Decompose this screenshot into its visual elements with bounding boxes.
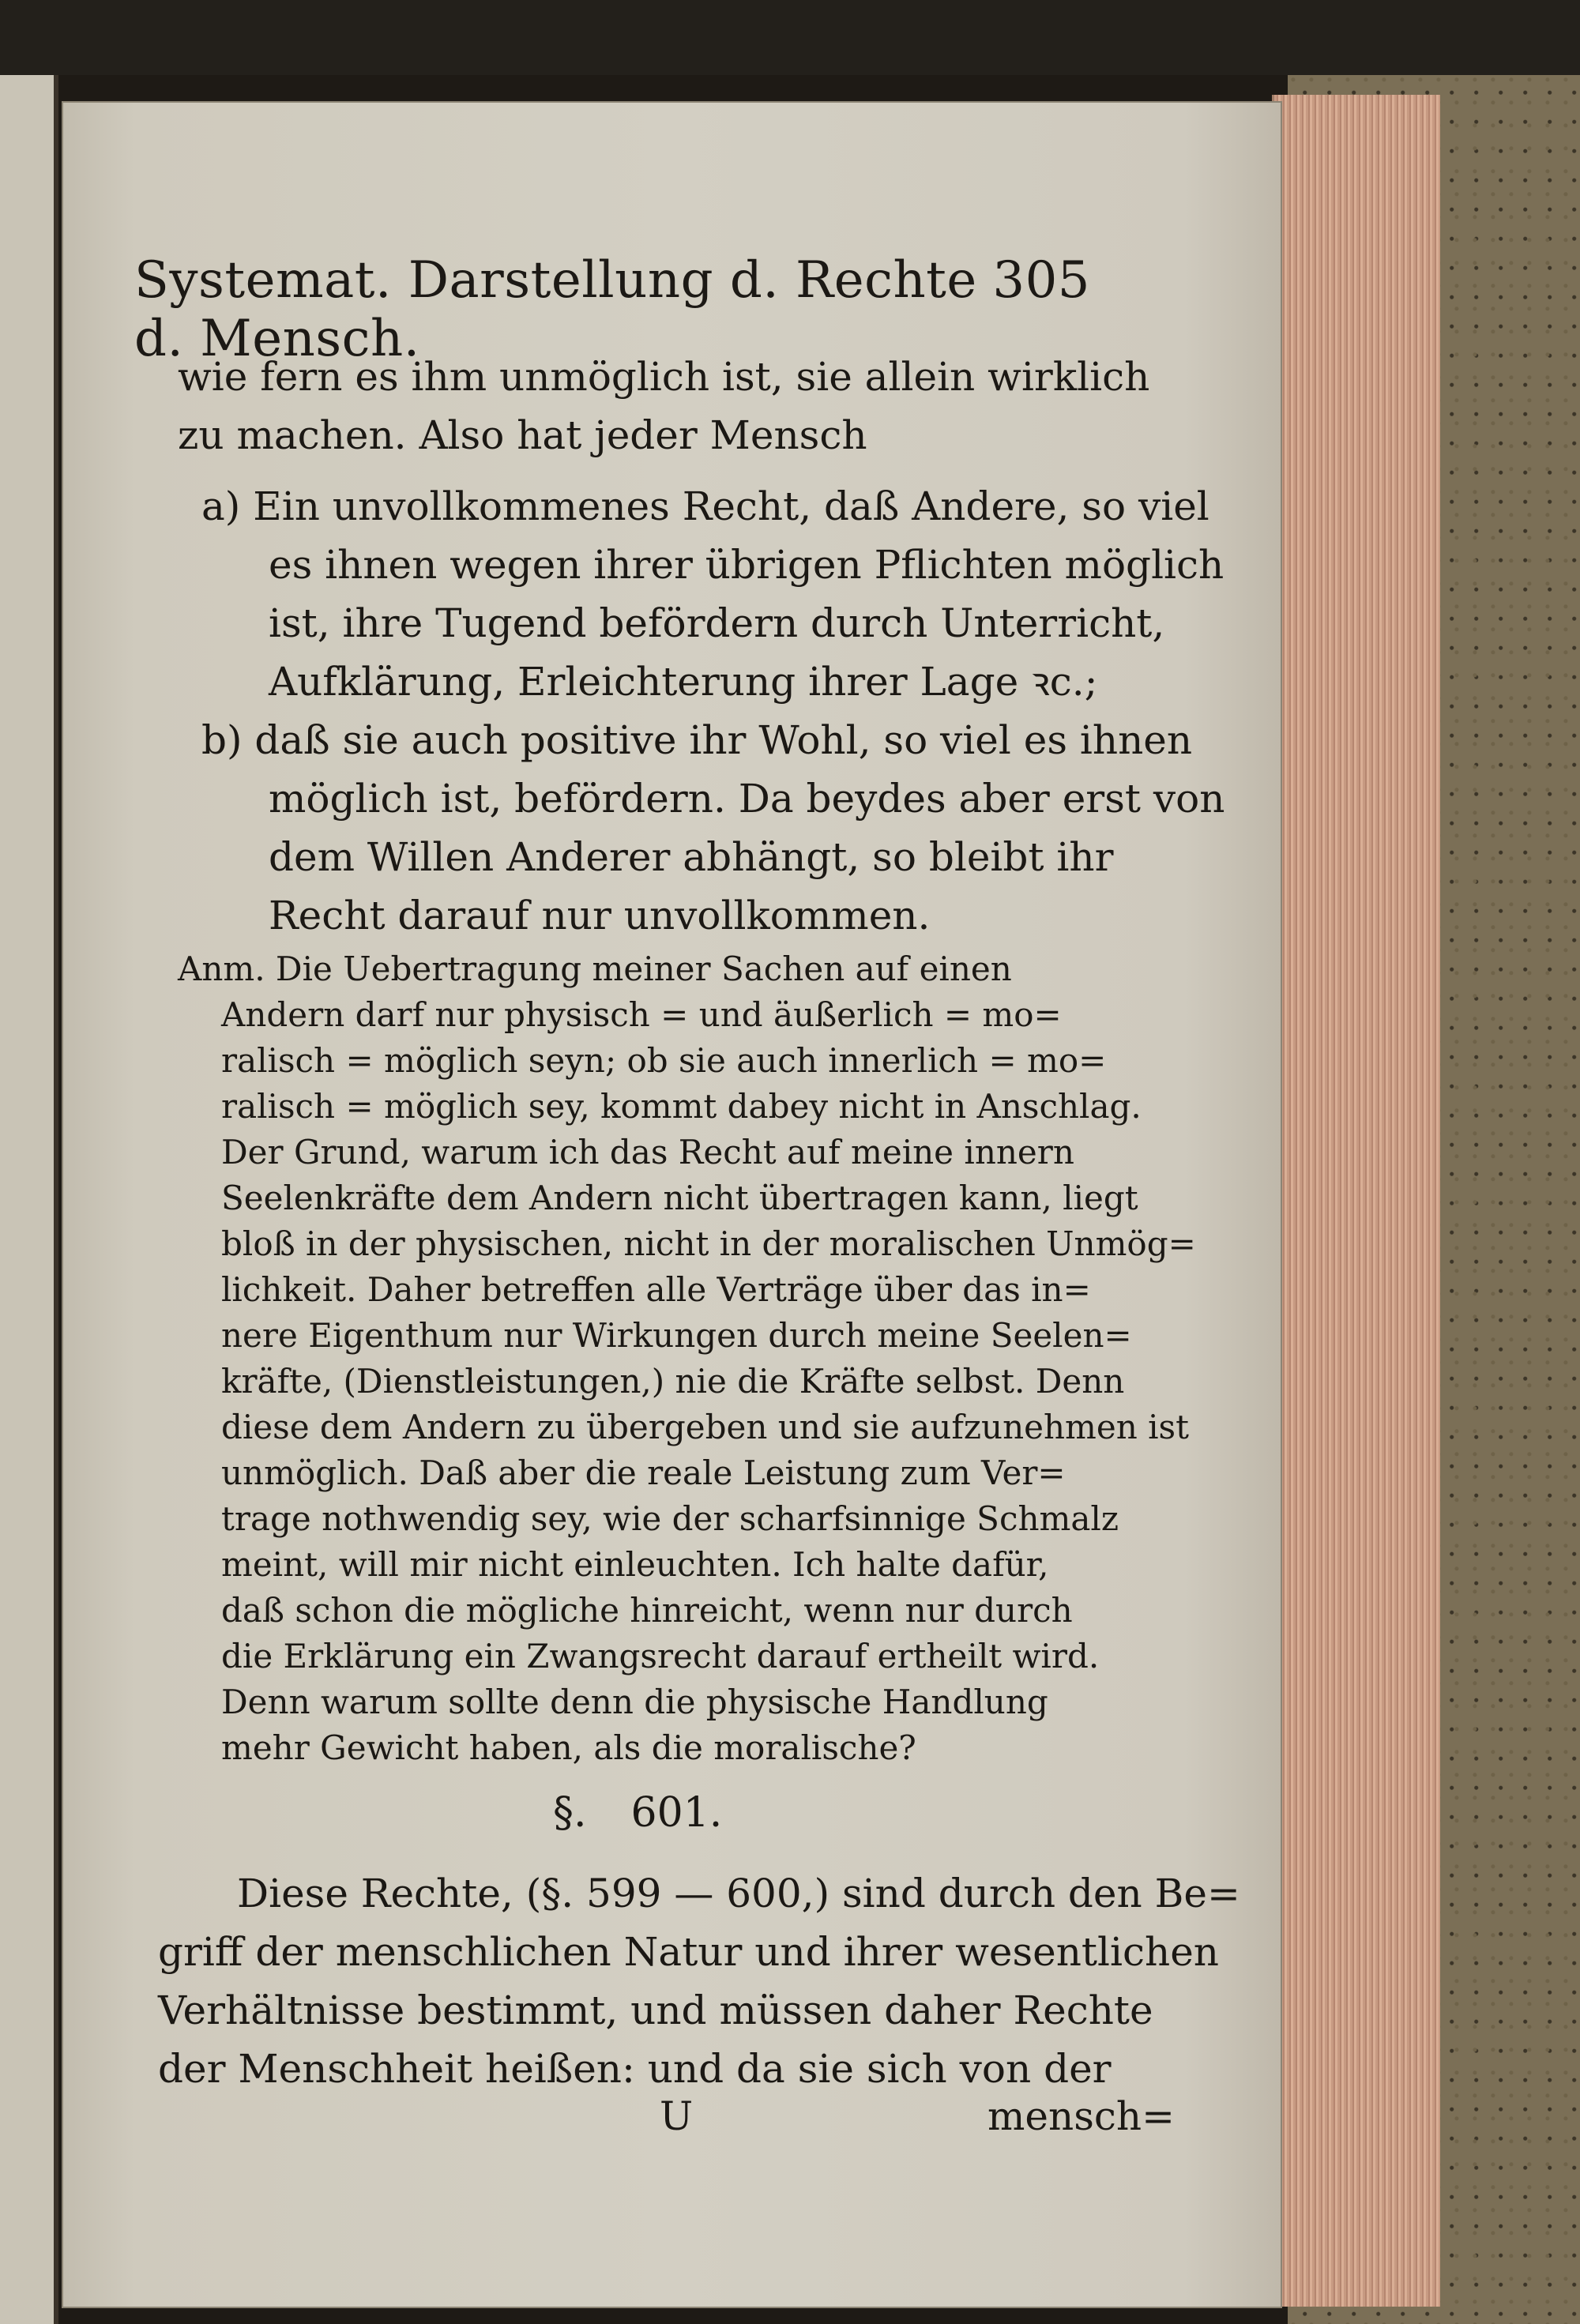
note-line: nere Eigenthum nur Wirkungen durch meine Seelen= [221,1316,1132,1355]
note-line: kräfte, (Dienstleistungen,) nie die Kräfte selbst. Denn [221,1362,1125,1401]
facing-page-edge [0,75,58,2324]
catchword: mensch= [988,2093,1175,2139]
note-line: die Erklärung ein Zwangsrecht darauf ertheilt wird. [221,1637,1100,1675]
note-line: bloß in der physischen, nicht in der moralischen Unmög= [221,1224,1196,1263]
body-line: ist, ihre Tugend befördern durch Unterricht, [269,600,1165,646]
note-line: Andern darf nur physisch = und äußerlich = mo= [221,995,1062,1034]
note-line: Der Grund, warum ich das Recht auf meine innern [221,1133,1074,1171]
note-line: trage nothwendig sey, wie der scharfsinnige Schmalz [221,1499,1119,1538]
body-line: zu machen. Also hat jeder Mensch [178,412,867,458]
body-line: es ihnen wegen ihrer übrigen Pflichten möglich [269,542,1224,588]
body-line: Aufklärung, Erleichterung ihrer Lage ꝛc.; [269,659,1098,705]
note-line: Anm. Die Uebertragung meiner Sachen auf einen [178,950,1012,988]
body-line: dem Willen Anderer abhängt, so bleibt ihr [269,834,1114,880]
section-line: Verhältnisse bestimmt, und müssen daher Rechte [158,1987,1153,2033]
section-line: der Menschheit heißen: und da sie sich von der [158,2046,1112,2092]
section-number: 601. [630,1789,723,1837]
section-line: Diese Rechte, (§. 599 — 600,) sind durch den Be= [237,1871,1240,1916]
note-line: unmöglich. Daß aber die reale Leistung zum Ver= [221,1453,1066,1492]
list-item-b: b) daß sie auch positive ihr Wohl, so viel es ihnen [201,717,1193,763]
list-item-a: a) Ein unvollkommenes Recht, daß Andere, so viel [201,483,1209,529]
note-line: mehr Gewicht haben, als die moralische? [221,1728,916,1767]
note-line: daß schon die mögliche hinreicht, wenn nur durch [221,1591,1073,1630]
section-line: griff der menschlichen Natur und ihrer wesentlichen [158,1929,1219,1975]
background [0,0,1580,75]
body-line: Recht darauf nur unvollkommen. [269,893,931,938]
note-line: Seelenkräfte dem Andern nicht übertragen kann, liegt [221,1179,1138,1217]
note-line: ralisch = möglich seyn; ob sie auch innerlich = mo= [221,1041,1107,1080]
note-line: meint, will mir nicht einleuchten. Ich halte dafür, [221,1545,1049,1584]
running-title: Systemat. Darstellung d. Rechte d. Mensch. [134,251,977,368]
section-symbol: §. [553,1789,587,1837]
running-header [134,251,1090,368]
note-line: lichkeit. Daher betreffen alle Verträge über das in= [221,1270,1091,1309]
note-line: ralisch = möglich sey, kommt dabey nicht in Anschlag. [221,1087,1142,1126]
signature-mark: U [660,2093,694,2139]
note-line: diese dem Andern zu übergeben und sie aufzunehmen ist [221,1408,1189,1446]
section-heading [553,1789,722,1837]
note-line: Denn warum sollte denn die physische Handlung [221,1683,1048,1721]
page-number: 305 [992,251,1090,310]
body-line: wie fern es ihm unmöglich ist, sie allein wirklich [178,354,1150,400]
body-line: möglich ist, befördern. Da beydes aber erst von [269,776,1225,822]
